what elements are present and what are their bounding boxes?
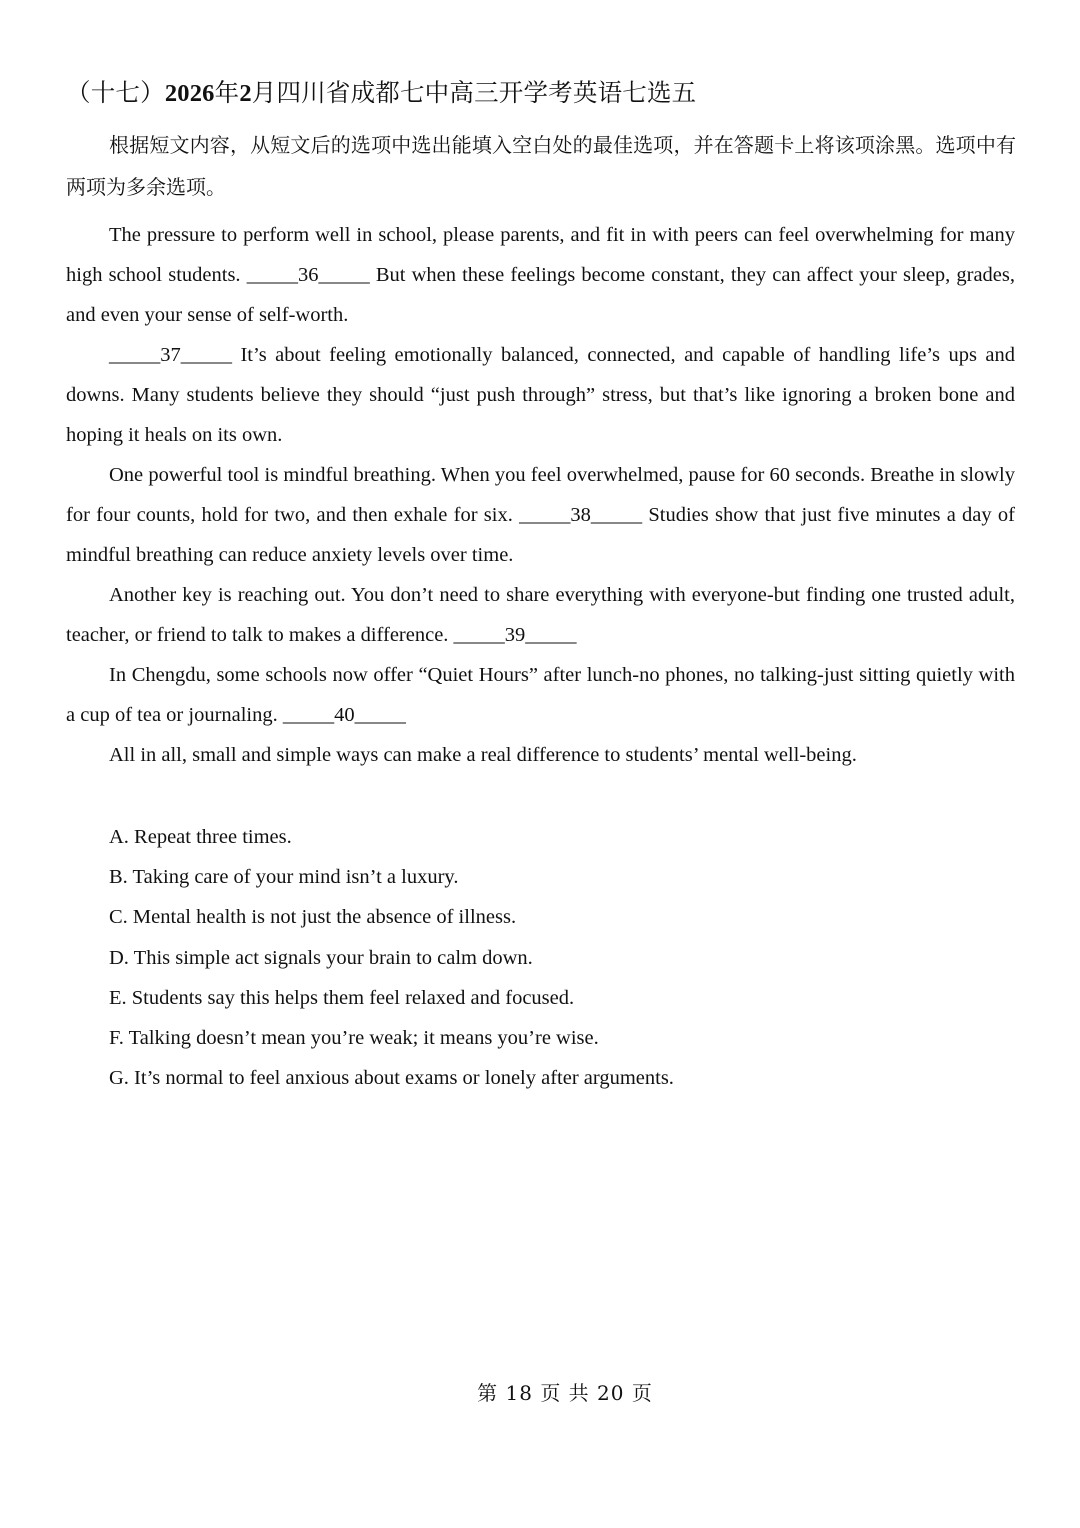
passage-paragraph-6: All in all, small and simple ways can make a real difference to students’ mental well-being. — [109, 744, 857, 766]
passage-paragraph-5: In Chengdu, some schools now offer “Quiet Hours” after lunch-no phones, no talking-just sitting quietly with a cup of tea or journaling. _____40_____ — [66, 664, 1015, 726]
page-title — [66, 74, 696, 109]
title-rest: 月四川省成都七中高三开学考英语七选五 — [251, 80, 697, 107]
page-footer: 第 18 页 共 20 页 — [477, 1381, 653, 1405]
passage — [66, 215, 1015, 775]
option-c: C. Mental health is not just the absence of illness. — [109, 906, 517, 929]
option-b: B. Taking care of your mind isn’t a luxury. — [109, 866, 459, 889]
option-f: F. Talking doesn’t mean you’re weak; it means you’re wise. — [109, 1027, 599, 1050]
title-prefix: （十七） — [66, 80, 165, 107]
title-year: 2026 — [164, 80, 215, 107]
option-a: A. Repeat three times. — [109, 826, 292, 848]
option-d: D. This simple act signals your brain to calm down. — [109, 946, 533, 969]
instructions: 根据短文内容，从短文后的选项中选出能填入空白处的最佳选项，并在答题卡上将该项涂黑。选项中有两项为多余选项。 — [66, 133, 1016, 199]
passage-paragraph-1: The pressure to perform well in school, please parents, and fit in with peers can feel overwhelming for many high school students. _____36_____ But when these feelings become constant, they can affect your sleep, grades, and even your sense of self-worth. — [66, 224, 1015, 326]
option-g: G. It’s normal to feel anxious about exams or lonely after arguments. — [109, 1067, 674, 1090]
title-month: 2 — [239, 80, 252, 107]
passage-paragraph-3: One powerful tool is mindful breathing. When you feel overwhelmed, pause for 60 seconds. Breathe in slowly for four counts, hold for two, and then exhale for six. _____38_____ Studies show that just five minutes a day of mindful breathing can reduce anxiety levels over time. — [66, 464, 1015, 566]
passage-paragraph-2: _____37_____ It’s about feeling emotionally balanced, connected, and capable of handling life’s ups and downs. Many students believe they should “just push through” stress, but that’s like ignoring a broken bone and hoping it heals on its own. — [66, 344, 1015, 446]
passage-paragraph-4: Another key is reaching out. You don’t need to share everything with everyone-but finding one trusted adult, teacher, or friend to talk to makes a difference. _____39_____ — [66, 584, 1015, 646]
option-e: E. Students say this helps them feel relaxed and focused. — [109, 986, 575, 1009]
answer-options — [109, 817, 674, 1098]
title-year-suffix: 年 — [214, 80, 240, 107]
